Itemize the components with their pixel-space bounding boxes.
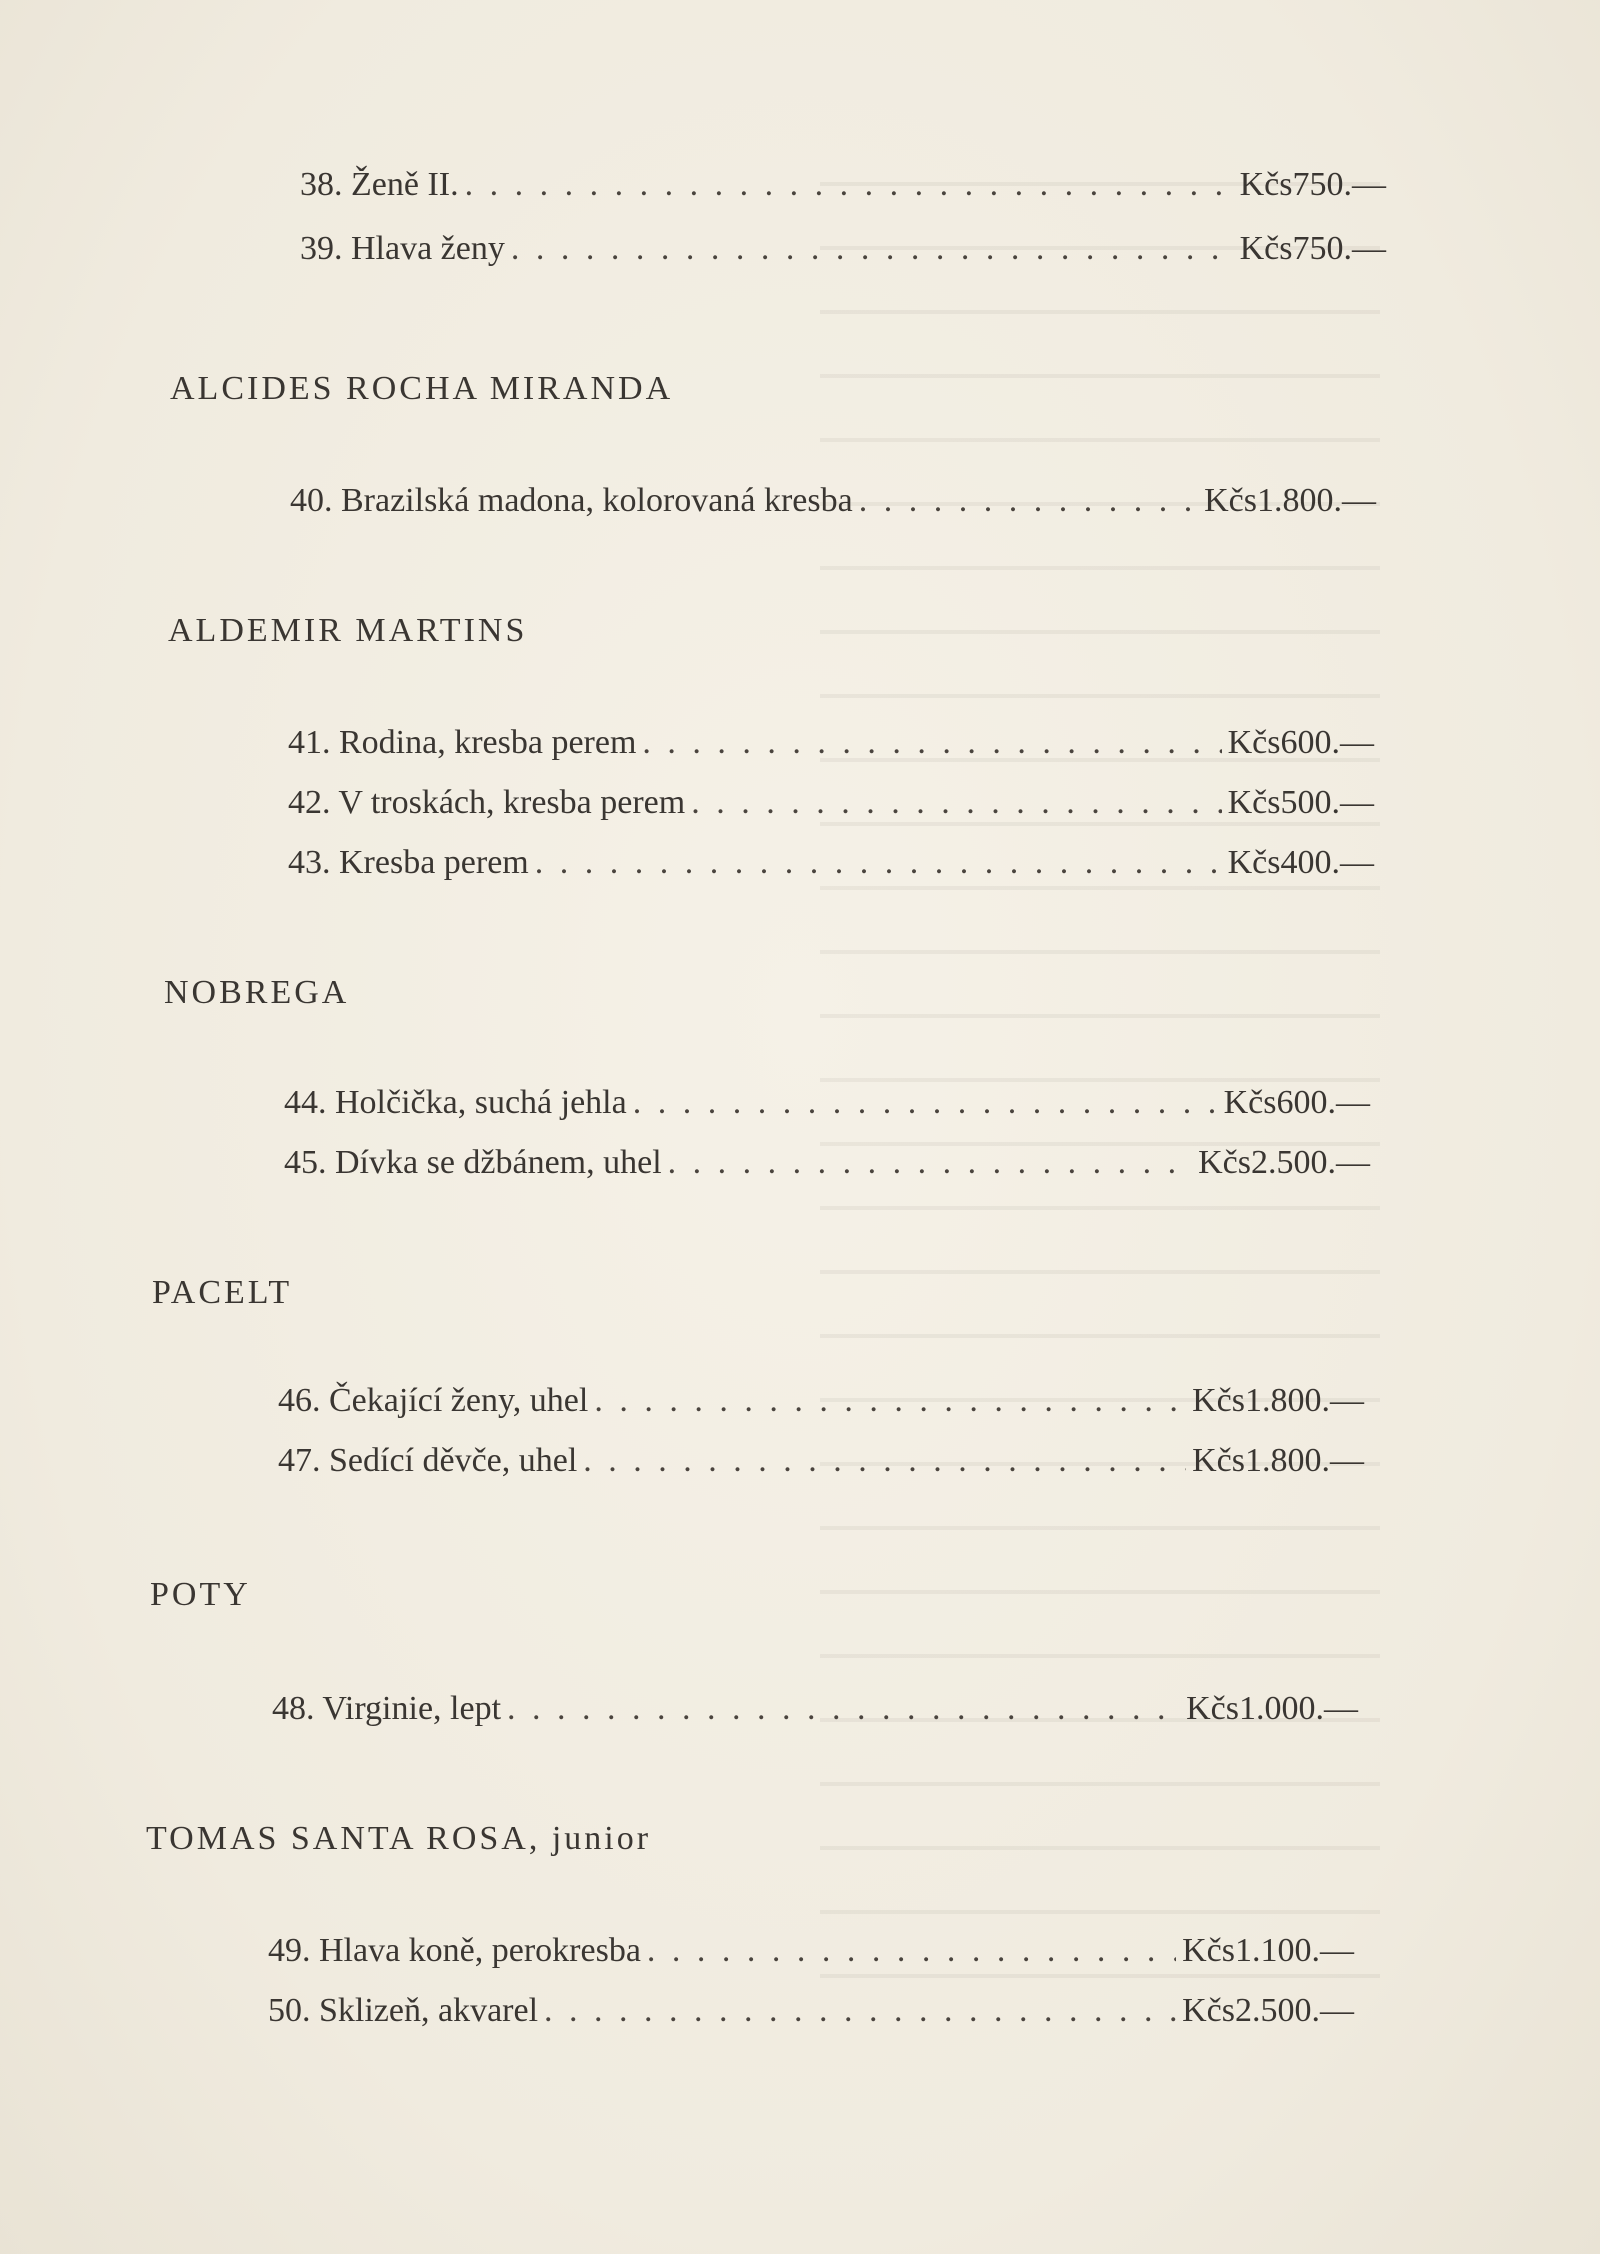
entry-title: 48. Virginie, lept bbox=[272, 1690, 502, 1727]
entry-title: 41. Rodina, kresba perem bbox=[288, 724, 637, 761]
dot-leader bbox=[465, 166, 1234, 204]
entry-price: 2.500.— bbox=[1251, 1144, 1370, 1181]
entry-price: 750.— bbox=[1292, 166, 1386, 203]
entry-price: 1.100.— bbox=[1235, 1932, 1354, 1969]
entry-currency: Kčs bbox=[1223, 1084, 1277, 1121]
dot-leader bbox=[647, 1932, 1176, 1970]
catalog-entry bbox=[300, 166, 1390, 204]
entry-price: 600.— bbox=[1280, 724, 1374, 761]
catalog-entry bbox=[290, 482, 1380, 520]
dot-leader bbox=[535, 844, 1222, 882]
catalog-entry bbox=[268, 1992, 1358, 2030]
catalog-entry bbox=[278, 1442, 1368, 1480]
artist-heading: POTY bbox=[150, 1576, 251, 1613]
entry-currency: Kčs bbox=[1182, 1992, 1235, 2029]
entry-currency: Kčs bbox=[1239, 230, 1293, 267]
entry-price: 1.800.— bbox=[1245, 1442, 1364, 1479]
artist-heading: TOMAS SANTA ROSA, junior bbox=[146, 1820, 652, 1857]
entry-title: 39. Hlava ženy bbox=[300, 230, 505, 267]
catalog-entry bbox=[284, 1084, 1374, 1122]
entry-title: 43. Kresba perem bbox=[288, 844, 529, 881]
artist-heading: ALDEMIR MARTINS bbox=[168, 612, 528, 649]
entry-price: 400.— bbox=[1280, 844, 1374, 881]
entry-price: 500.— bbox=[1280, 784, 1374, 821]
entry-currency: Kčs bbox=[1227, 844, 1281, 881]
catalog-entry bbox=[278, 1382, 1368, 1420]
dot-leader bbox=[633, 1084, 1218, 1122]
entry-currency: Kčs bbox=[1182, 1932, 1235, 1969]
entry-currency: Kčs bbox=[1198, 1144, 1251, 1181]
entry-title: 40. Brazilská madona, kolorovaná kresba bbox=[290, 482, 853, 519]
entry-title: 46. Čekající ženy, uhel bbox=[278, 1382, 589, 1419]
entry-title: 49. Hlava koně, perokresba bbox=[268, 1932, 641, 1969]
catalog-entry bbox=[288, 784, 1378, 822]
entry-price: 1.800.— bbox=[1245, 1382, 1364, 1419]
entry-price: 1.000.— bbox=[1239, 1690, 1358, 1727]
catalog-entry bbox=[288, 724, 1378, 762]
entry-currency: Kčs bbox=[1227, 784, 1281, 821]
entry-currency: Kčs bbox=[1186, 1690, 1239, 1727]
catalog-entry bbox=[300, 230, 1390, 268]
entry-title: 42. V troskách, kresba perem bbox=[288, 784, 686, 821]
catalog-entry bbox=[284, 1144, 1374, 1182]
artist-heading: PACELT bbox=[152, 1274, 293, 1311]
artist-heading: ALCIDES ROCHA MIRANDA bbox=[170, 370, 674, 407]
dot-leader bbox=[594, 1382, 1186, 1420]
entry-currency: Kčs bbox=[1204, 482, 1257, 519]
entry-price: 2.500.— bbox=[1235, 1992, 1354, 2029]
entry-title: 45. Dívka se džbánem, uhel bbox=[284, 1144, 662, 1181]
dot-leader bbox=[642, 724, 1221, 762]
dot-leader bbox=[859, 482, 1198, 520]
dot-leader bbox=[668, 1144, 1192, 1182]
dot-leader bbox=[507, 1690, 1180, 1728]
entry-currency: Kčs bbox=[1239, 166, 1293, 203]
entry-title: 47. Sedící děvče, uhel bbox=[278, 1442, 578, 1479]
entry-price: 1.800.— bbox=[1257, 482, 1376, 519]
entry-currency: Kčs bbox=[1227, 724, 1281, 761]
entry-title: 50. Sklizeň, akvarel bbox=[268, 1992, 539, 2029]
entry-price: 600.— bbox=[1276, 1084, 1370, 1121]
dot-leader bbox=[583, 1442, 1186, 1480]
entry-currency: Kčs bbox=[1192, 1442, 1245, 1479]
dot-leader bbox=[544, 1992, 1176, 2030]
artist-heading: NOBREGA bbox=[164, 974, 350, 1011]
catalog-entry bbox=[268, 1932, 1358, 1970]
entry-price: 750.— bbox=[1292, 230, 1386, 267]
entry-currency: Kčs bbox=[1192, 1382, 1245, 1419]
catalog-entry bbox=[272, 1690, 1362, 1728]
entry-title: 44. Holčička, suchá jehla bbox=[284, 1084, 627, 1121]
dot-leader bbox=[691, 784, 1221, 822]
entry-title: 38. Ženě II. bbox=[300, 166, 459, 203]
catalog-entry bbox=[288, 844, 1378, 882]
dot-leader bbox=[511, 230, 1234, 268]
